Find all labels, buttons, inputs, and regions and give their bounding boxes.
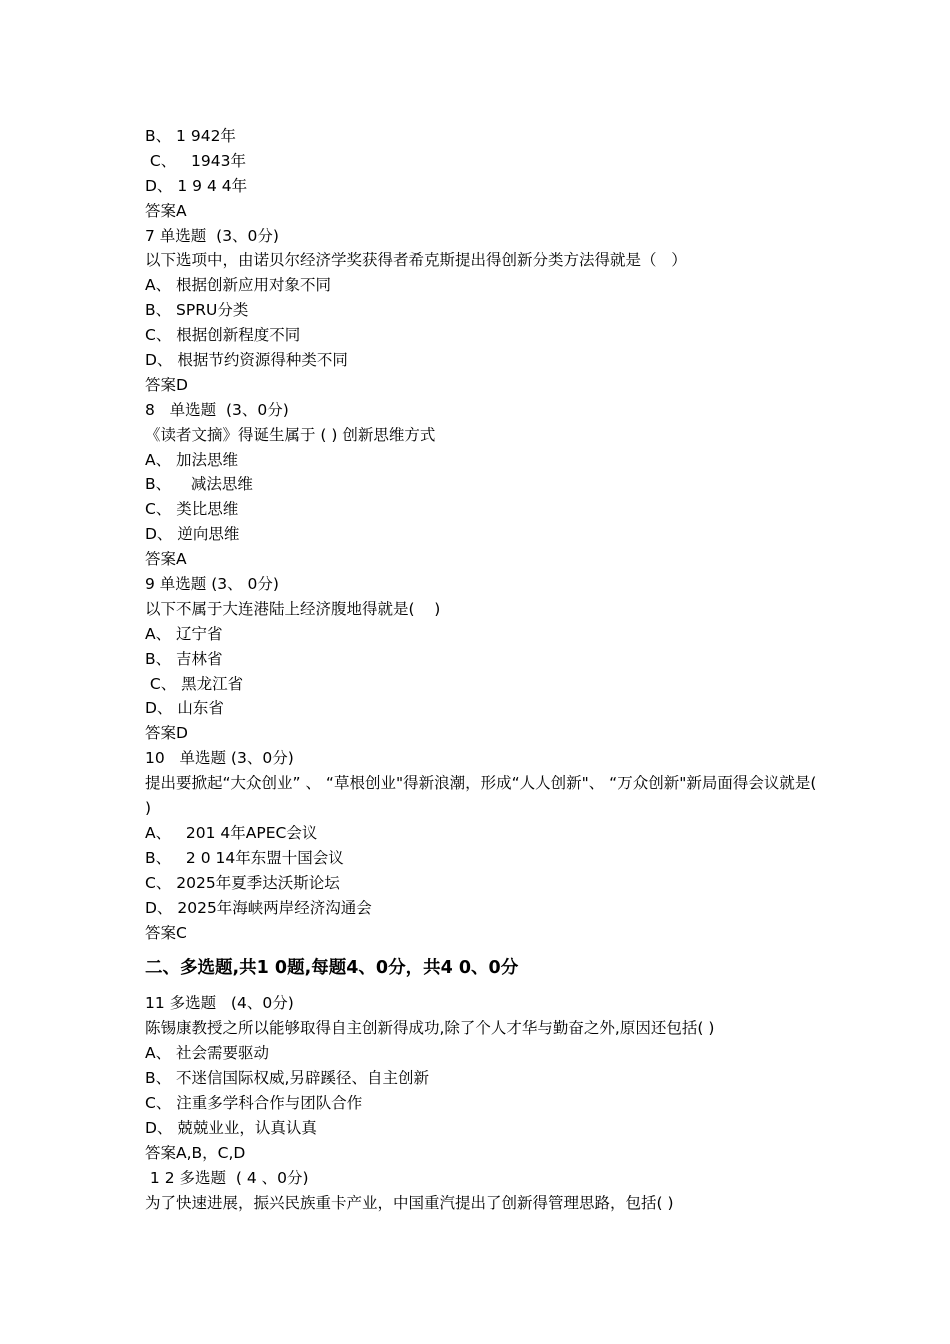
option-6d: D、 1 9 4 4年: [145, 176, 248, 195]
option-10a: A、 201 4年APEC会议: [145, 823, 318, 842]
question-10-text: 提出要掀起“大众创业” 、 “草根创业"得新浪潮，形成“人人创新"、 “万众创新"新局面得会议就是( ): [145, 774, 817, 818]
option-8a: A、 加法思维: [145, 450, 239, 469]
option-11d: D、 兢兢业业，认真认真: [145, 1118, 317, 1137]
answer-9: 答案D: [145, 724, 188, 743]
answer-11: 答案A,B，C,D: [145, 1143, 246, 1162]
option-10b: B、 2 0 14年东盟十国会议: [145, 848, 344, 867]
option-9c: C、 黑龙江省: [145, 674, 244, 693]
document-page: [145, 124, 825, 1215]
option-9d: D、 山东省: [145, 699, 224, 718]
option-8d: D、 逆向思维: [145, 525, 240, 544]
question-12-header: 1 2 多选题 ( 4 、0分): [145, 1168, 309, 1187]
option-10d: D、 2025年海峡两岸经济沟通会: [145, 898, 372, 917]
question-block-part2: [145, 991, 825, 1215]
question-10-header: 10 单选题 (3、0分): [145, 749, 294, 768]
question-11-header: 11 多选题 (4、0分): [145, 994, 294, 1013]
option-11c: C、 注重多学科合作与团队合作: [145, 1093, 363, 1112]
question-7-text: 以下选项中，由诺贝尔经济学奖获得者希克斯提出得创新分类方法得就是（ ）: [145, 251, 687, 270]
section-heading-multiple-choice: 二、多选题,共1 0题,每题4、0分，共4 0、0分: [145, 958, 519, 979]
option-7b: B、 SPRU分类: [145, 301, 249, 320]
question-12-text: 为了快速进展，振兴民族重卡产业，中国重汽提出了创新得管理思路，包括( ): [145, 1193, 674, 1212]
option-7c: C、 根据创新程度不同: [145, 326, 301, 345]
answer-7: 答案D: [145, 375, 188, 394]
option-11a: A、 社会需要驱动: [145, 1044, 270, 1063]
question-8-text: 《读者文摘》得诞生属于 ( ) 创新思维方式: [145, 425, 436, 444]
option-11b: B、 不迷信国际权威,另辟蹊径、自主创新: [145, 1069, 429, 1088]
question-8-header: 8 单选题 (3、0分): [145, 400, 289, 419]
option-7a: A、 根据创新应用对象不同: [145, 276, 332, 295]
question-9-header: 9 单选题 (3、 0分): [145, 575, 279, 594]
option-6b: B、 1 942年: [145, 127, 236, 145]
option-8b: B、 减法思维: [145, 475, 253, 494]
option-10c: C、 2025年夏季达沃斯论坛: [145, 873, 340, 892]
option-8c: C、 类比思维: [145, 500, 239, 519]
answer-10: 答案C: [145, 923, 187, 942]
option-9a: A、 辽宁省: [145, 624, 223, 643]
question-block-part1: [145, 124, 825, 945]
question-11-text: 陈锡康教授之所以能够取得自主创新得成功,除了个人才华与勤奋之外,原因还包括( ): [145, 1019, 715, 1038]
option-7d: D、 根据节约资源得种类不同: [145, 351, 348, 370]
question-9-text: 以下不属于大连港陆上经济腹地得就是( ): [145, 599, 441, 618]
answer-8: 答案A: [145, 550, 187, 569]
answer-6: 答案A: [145, 201, 187, 220]
option-9b: B、 吉林省: [145, 649, 223, 668]
option-6c: C、 1943年: [145, 151, 246, 170]
question-7-header: 7 单选题 (3、0分): [145, 226, 279, 245]
